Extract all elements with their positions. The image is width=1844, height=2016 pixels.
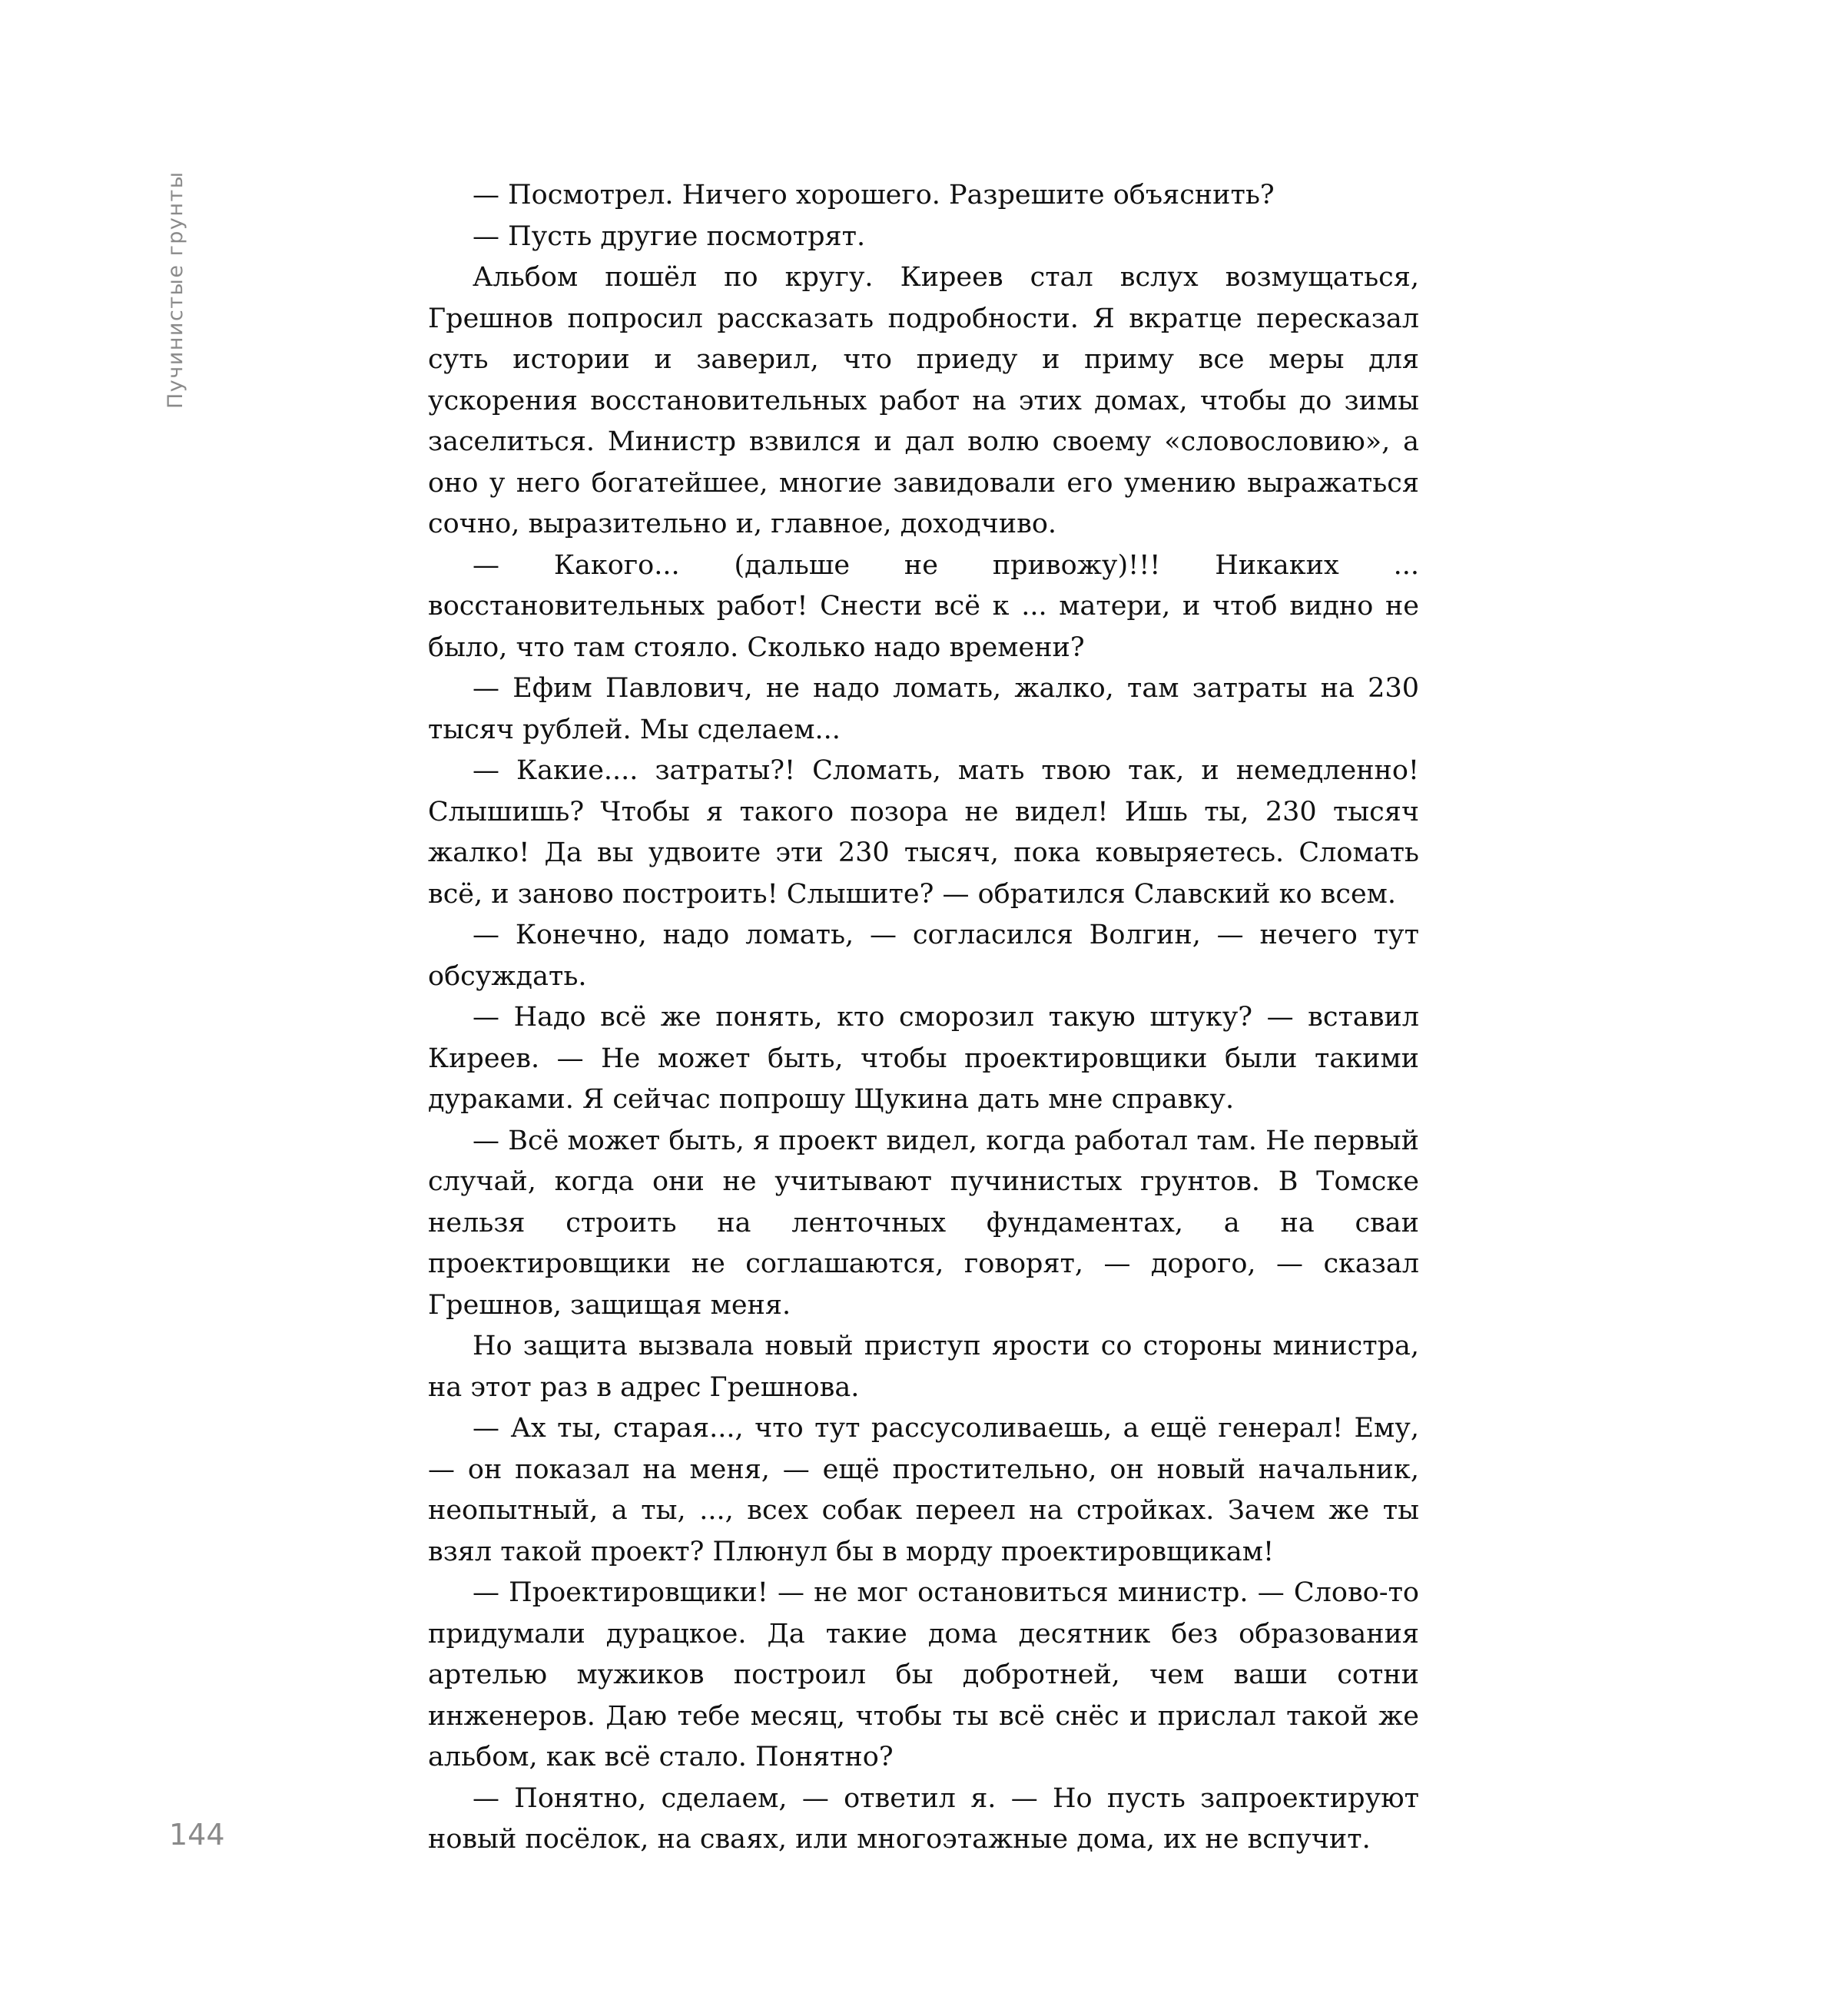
paragraph: — Посмотрел. Ничего хорошего. Разрешите объяснить? xyxy=(473,180,1275,211)
body-text xyxy=(428,175,1419,1861)
paragraph: Альбом пошёл по кругу. Киреев стал вслух возмущаться, Грешнов попросил рассказать подробности. Я вкратце пересказал суть истории и заверил, что приеду и приму все меры для ускорения восстановительных работ на этих домах, чтобы до зимы заселиться. Министр взвился и дал волю своему «словословию», а оно у него богатейшее, многие завидовали его умению выражаться сочно, выразительно и, главное, доходчиво. xyxy=(428,262,1419,539)
paragraph: — Какого... (дальше не привожу)!!! Никаких ... восстановительных работ! Снести всё к ... матери, и чтоб видно не было, что там стояло. Сколько надо времени? xyxy=(428,549,1419,663)
paragraph: — Ефим Павлович, не надо ломать, жалко, там затраты на 230 тысяч рублей. Мы сделаем... xyxy=(428,673,1419,745)
paragraph: — Надо всё же понять, кто сморозил такую штуку? — вставил Киреев. — Не может быть, чтобы проектировщики были такими дураками. Я сейчас попрошу Щукина дать мне справку. xyxy=(428,1002,1419,1115)
paragraph: — Какие.... затраты?! Сломать, мать твою так, и немедленно! Слышишь? Чтобы я такого позора не видел! Ишь ты, 230 тысяч жалко! Да вы удвоите эти 230 тысяч, пока ковыряетесь. Сломать всё, и заново построить! Слышите? — обратился Славский ко всем. xyxy=(428,755,1419,910)
paragraph: — Проектировщики! — не мог остановиться министр. — Слово-то придумали дурацкое. Да такие дома десятник без образования артелью мужиков построил бы добротней, чем ваши сотни инженеров. Даю тебе месяц, чтобы ты всё снёс и прислал такой же альбом, как всё стало. Понятно? xyxy=(428,1577,1419,1772)
paragraph: Но защита вызвала новый приступ ярости со стороны министра, на этот раз в адрес Грешнова. xyxy=(428,1331,1419,1403)
paragraph: — Всё может быть, я проект видел, когда работал там. Не первый случай, когда они не учитывают пучинистых грунтов. В Томске нельзя строить на ленточных фундаментах, а на сваи проектировщики не соглашаются, говорят, — дорого, — сказал Грешнов, защищая меня. xyxy=(428,1125,1419,1321)
running-head: Пучинистые грунты xyxy=(164,171,187,409)
paragraph: — Конечно, надо ломать, — согласился Волгин, — нечего тут обсуждать. xyxy=(428,920,1419,992)
page-number: 144 xyxy=(169,1818,225,1852)
paragraph: — Пусть другие посмотрят. xyxy=(473,220,866,252)
paragraph: — Ах ты, старая..., что тут рассусоливаешь, а ещё генерал! Ему, — он показал на меня, — ещё простительно, он новый начальник, неопытный, а ты, ..., всех собак переел на стройках. Зачем же ты взял такой проект? Плюнул бы в морду проектировщикам! xyxy=(428,1413,1419,1567)
paragraph: — Понятно, сделаем, — ответил я. — Но пусть запроектируют новый посёлок, на сваях, или многоэтажные дома, их не вспучит. xyxy=(428,1782,1419,1855)
